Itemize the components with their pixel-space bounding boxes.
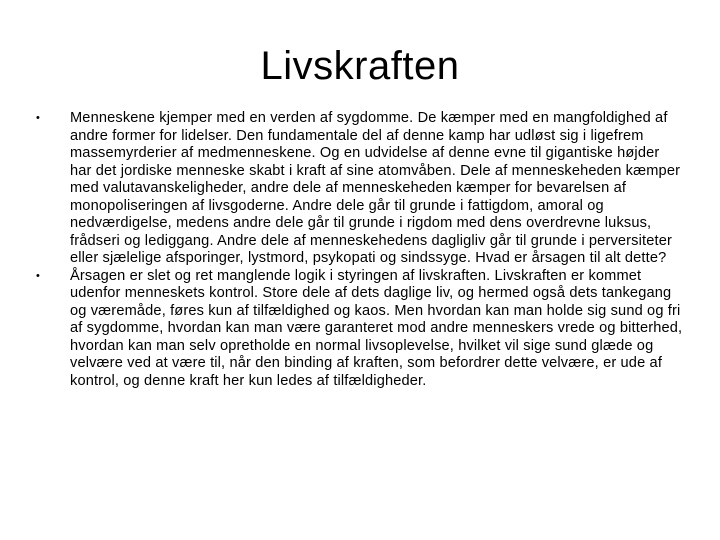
bullet-item (36, 110, 684, 268)
bullet-text: Menneskene kjemper med en verden af sygdomme. De kæmper med en mangfoldighed af andre former for lidelser. Den fundamentale del af denne kamp har udløst sig i ligefrem massemyrderier af medmenneskene. Og en udvidelse af denne evne til gigantiske højder har det jordiske menneske skabt i kraft af sine atomvåben. Dele af menneskeheden kæmper med valutavanskeligheder, andre dele af menneskeheden kæmper for bevarelsen af monopoliseringen af livsgoderne. Andre dele går til grunde i fattigdom, amoral og nedværdigelse, medens andre dele går til grunde i rigdom med dens overdrevne luksus, frådseri og lediggang. Andre dele af menneskehedens dagligliv går til grunde i perversiteter eller sjælelige afsporinger, lystmord, psykopati og sindssyge. Hvad er årsagen til alt dette? (70, 110, 681, 266)
bullet-marker: • (36, 269, 41, 282)
bullet-list (36, 110, 684, 390)
bullet-marker: • (36, 112, 41, 124)
bullet-text: Årsagen er slet og ret manglende logik i styringen af livskraften. Livskraften er kommet udenfor menneskets kontrol. Store dele af dets daglige liv, og hermed også dets tankegang og væremåde, føres kun af tilfældighed og kaos. Men hvordan kan man holde sig sund og fri af sygdomme, hvordan kan man være garanteret mod andre menneskers vrede og bitterhed, hvordan kan man selv opretholde en normal livsoplevelse, hvilket vil sige sund glæde og velvære ved at være til, når den binding af kraften, som befordrer dette velvære, er ude af kontrol, og denne kraft her kun ledes af tilfældigheder. (70, 267, 683, 389)
bullet-item (36, 268, 684, 391)
slide-title: Livskraften (260, 44, 460, 88)
